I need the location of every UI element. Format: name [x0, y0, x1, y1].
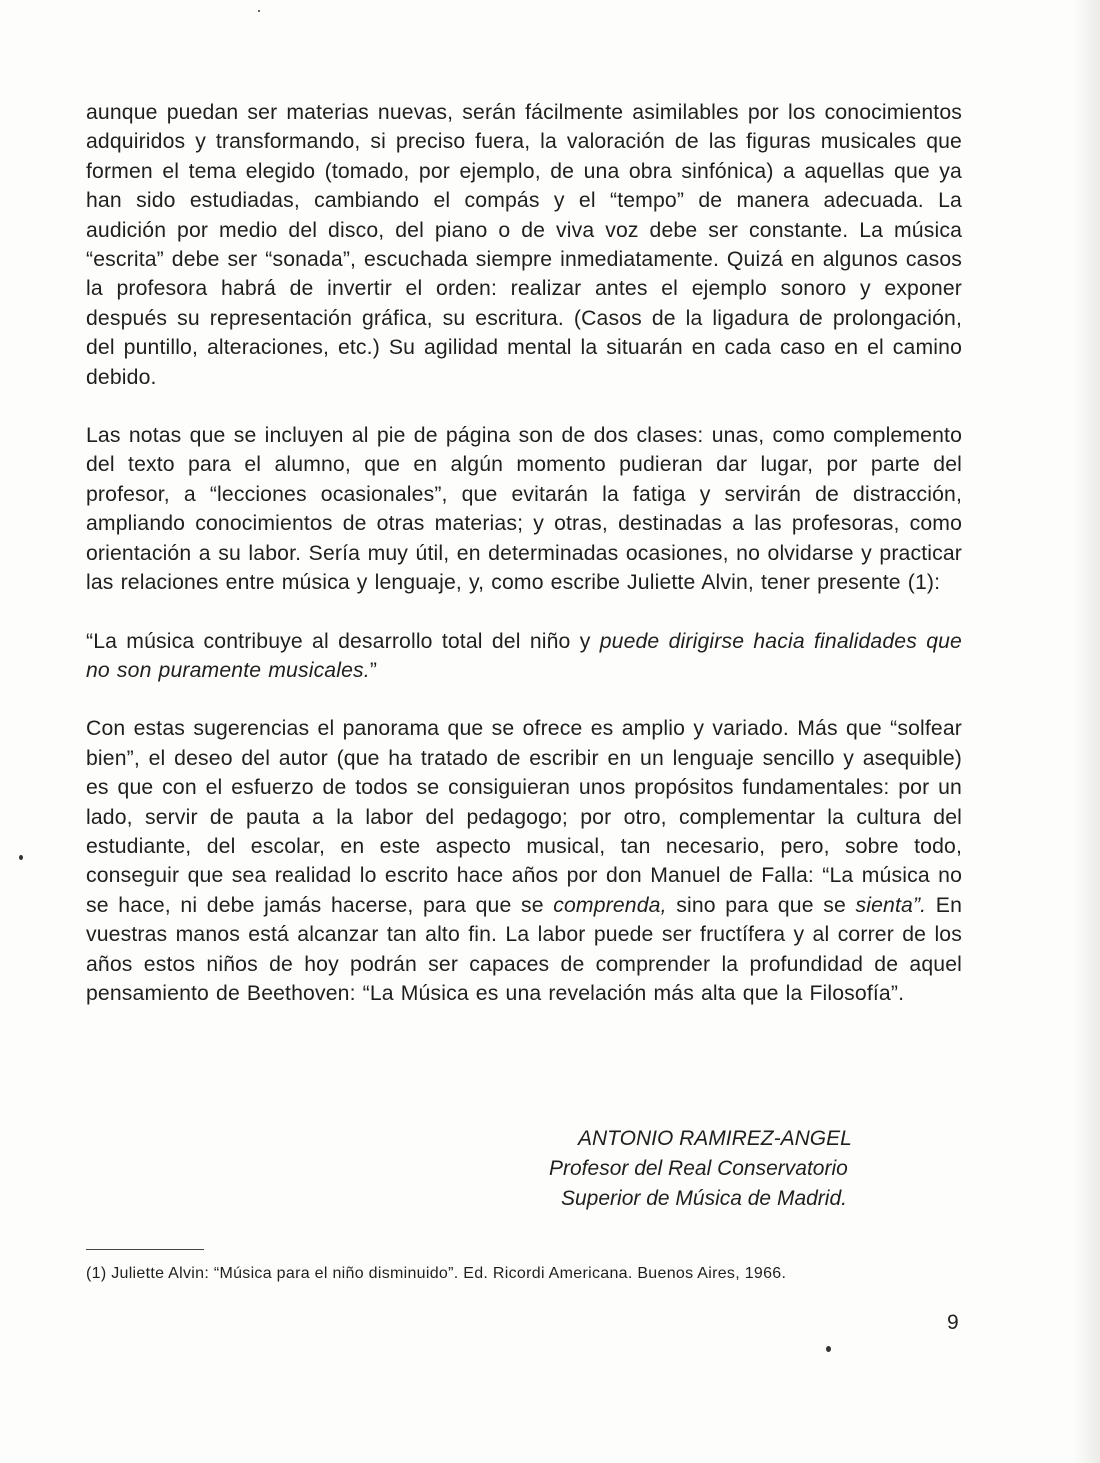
quote-italic-text: puede dirigirse hacia finalidades que no son puramente musicales. — [86, 629, 962, 682]
closing-italic-1: comprenda, — [553, 893, 667, 917]
page-number: 9 — [947, 1311, 959, 1334]
closing-text-1: Con estas sugerencias el panorama que se ofrece es amplio y variado. Más que “solfear bien”, el deseo del autor (que ha tratado de escribir en un lenguaje sencillo y asequible) es que con el esfuerzo de todos se consiguieran unos propósitos fundamentales: por un lado, servir de pauta a la labor del pedagogo; por otro, complementar la cultura del estudiante, del escolar, en este aspecto musical, tan necesario, pero, sobre todo, conseguir que sea realidad lo escrito hace años por don Manuel de Falla: “La música no se hace, ni debe jamás hacerse, para que se — [86, 717, 962, 917]
quote-close-mark: ” — [369, 658, 378, 682]
closing-text-2: sino para que se — [666, 893, 856, 917]
ink-speck — [826, 1346, 831, 1352]
ink-speck — [19, 855, 23, 860]
signature-title-line-1: Profesor del Real Conservatorio — [549, 1157, 848, 1180]
page-edge-shadow — [1074, 0, 1100, 1463]
closing-italic-2: sienta”. — [855, 893, 927, 917]
closing-text-3: En vuestras manos está alcanzar tan alto fin. La labor puede ser fructífera y al correr de los años estos niños de hoy podrán ser capaces de comprender la profundidad de aquel pensamiento de Beethoven: “La Música es una revelación más alta que la Filosofía”. — [86, 893, 963, 1005]
paragraph-footnotes-explanation: Las notas que se incluyen al pie de página son de dos clases: unas, como complemento del texto para el alumno, que en algún momento pudieran dar lugar, por parte del profesor, a “lecciones ocasionales”, que evitarán la fatiga y servirán de distracción, ampliando conocimientos de otras materias; y otras, destinadas a las profesoras, como orientación a su labor. Sería muy útil, en determinadas ocasiones, no olvidarse y practicar las relaciones entre música y lenguaje, y, como escribe Juliette Alvin, tener presente (1): — [86, 424, 962, 595]
paragraph-intro: aunque puedan ser materias nuevas, serán fácilmente asimilables por los conocimientos adquiridos y transformando, si preciso fuera, la valoración de las figuras musicales que formen el tema elegido (tomado, por ejemplo, de una obra sinfónica) a aquellas que ya han sido estudiadas, cambiando el compás y el “tempo” de manera adecuada. La audición por medio del disco, del piano o de viva voz debe ser constante. La música “escrita” debe ser “sonada”, escuchada siempre inmediatamente. Quizá en algunos casos la profesora habrá de invertir el orden: realizar antes el ejemplo sonoro y exponer después su representación gráfica, su escritura. (Casos de la ligadura de prolongación, del puntillo, alteraciones, etc.) Su agilidad mental la situarán en cada caso en el camino debido. — [86, 101, 962, 389]
quote-plain-text: “La música contribuye al desarrollo total del niño y — [86, 629, 600, 653]
footnote: (1) Juliette Alvin: “Música para el niño disminuido”. Ed. Ricordi Americana. Buenos Aires, 1966. — [86, 1265, 787, 1282]
signature-name: ANTONIO RAMIREZ-ANGEL — [578, 1127, 852, 1150]
paragraph-closing — [86, 714, 962, 1008]
quote-alvin — [86, 627, 962, 686]
ink-speck — [258, 10, 260, 12]
footnote-separator — [86, 1249, 204, 1250]
signature-title-line-2: Superior de Música de Madrid. — [561, 1187, 847, 1210]
main-text — [86, 98, 963, 1210]
